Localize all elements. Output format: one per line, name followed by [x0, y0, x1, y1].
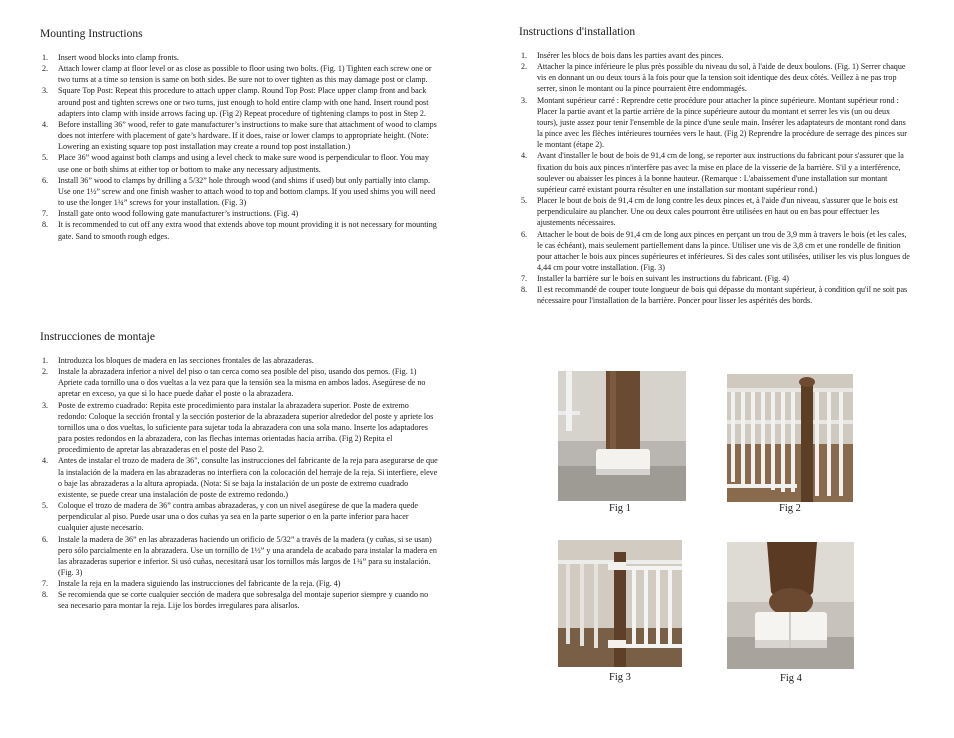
step-text: Antes de instalar el trozo de madera de 36", consulte las instrucciones del fabricante de la reja para asegurarse de que la instalación de la madera en las abrazaderas no interfiera con la colocación del herraje de la reja. Si interfiere, eleve o baje las abrazaderas a la altura apropiada. (Nota: Si se baja la instalación de un poste de extremo cuadrado existente, se puede crear una instalación de poste de extremo redondo.) — [58, 456, 438, 499]
step-number: 5. — [42, 501, 49, 511]
step-number: 7. — [42, 579, 49, 589]
step-number: 7. — [42, 209, 49, 219]
instruction-step — [40, 119, 438, 152]
step-text: Se recomienda que se corte cualquier sección de madera que sobresalga del montaje superior siempre y cuando no sea necesario para montar la reja. Lije los bordes irregulares para alisarlos. — [58, 590, 429, 611]
step-text: Poste de extremo cuadrado: Repita este procedimiento para instalar la abrazadera superior. Poste de extremo redondo: Coloque la sección frontal y la sección posterior de la abrazadera superior alrededor del poste y apriete los tornillos una o dos vueltas, lo suficiente para sujetar toda la abrazadera con una sola mano. Inserte los adaptadores para postes redondos en la abrazadera, con las flechas internas orientadas hacia arriba. (Fig 2) Repita el procedimiento de apretar las abrazaderas en el poste del Paso 2. — [58, 400, 434, 455]
step-text: Placer le bout de bois de 91,4 cm de long contre les deux pinces et, à l'aide d'un niveau, s'assurer que le bois est perpendiculaire au plancher. Une ou deux cales pourront être utilisées en haut ou en bas pour effectuer les ajustements nécessaires. — [537, 196, 898, 228]
step-number: 1. — [521, 51, 528, 60]
instruction-step — [40, 219, 438, 241]
step-text: Install gate onto wood following gate manufacturer’s instructions. (Fig. 4) — [58, 209, 299, 219]
instruction-step — [40, 85, 438, 118]
step-text: Instale la madera de 36” en las abrazaderas haciendo un orificio de 5/32” a través de la madera (y cuñas, si se usan) pero sólo parcialmente en la abrazadera. Use un tornillo de 1½” y una arandela de acabado para instalar la madera en las abrazaderas superior e inferior. Si usó cuñas, necesitará usar los tornillos más largos de 1¾” para su instalación. (Fig. 3) — [58, 534, 437, 577]
instruction-step — [519, 50, 911, 61]
step-number: 5. — [521, 196, 528, 206]
step-text: Attach lower clamp at floor level or as close as possible to floor using two bolts. (Fig. 1) Tighten each screw one or two turns at a time so tension is same on both sides. Be sure not to over tighten as this may damage post or clamp. — [58, 64, 432, 85]
instruction-step — [40, 534, 438, 579]
spanish-section-title: Instrucciones de montaje — [40, 331, 155, 343]
step-text: It is recommended to cut off any extra wood that extends above top mount providing it is not necessary for mounting gate. Sand to smooth rough edges. — [58, 220, 437, 241]
instruction-step — [519, 284, 911, 306]
step-number: 4. — [42, 456, 49, 466]
instruction-step — [40, 175, 438, 208]
step-text: Instale la reja en la madera siguiendo las instrucciones del fabricante de la reja. (Fig. 4) — [58, 579, 341, 589]
step-text: Il est recommandé de couper toute longueur de bois qui dépasse du montant supérieur, à condition qu'il ne soit pas nécessaire pour l'installation de la barrière. Poncer pour lisser les aspérités des bords. — [537, 285, 908, 306]
step-number: 6. — [521, 229, 528, 239]
fig-4-caption: Fig 4 — [780, 673, 802, 684]
instruction-step — [40, 500, 438, 533]
step-number: 6. — [42, 534, 49, 544]
step-number: 1. — [42, 53, 49, 62]
step-number: 6. — [42, 175, 49, 185]
step-text: Coloque el trozo de madera de 36” contra ambas abrazaderas, y con un nivel asegúrese de que la madera quede perpendicular al piso. Puede usar una o dos cuñas ya sea en la parte superior o en la parte inferior para hacer cualquier ajuste necesario. — [58, 501, 419, 533]
step-text: Introduzca los bloques de madera en las secciones frontales de las abrazaderas. — [58, 356, 314, 365]
fig-1-caption: Fig 1 — [609, 503, 631, 514]
step-number: 2. — [521, 62, 528, 72]
step-number: 8. — [42, 220, 49, 230]
step-text: Install 36” wood to clamps by drilling a 5/32” hole through wood (and shims if used) but only partially into clamp. Use one 1½” screw and one finish washer to attach wood to top and bottom clamps. If you used shims you will need to use the longer 1¾” screws for your installation. (Fig. 3) — [58, 175, 436, 208]
step-text: Insert wood blocks into clamp fronts. — [58, 53, 179, 62]
step-text: Attacher la pince inférieure le plus près possible du niveau du sol, à l'aide de deux boulons. (Fig. 1) Serrer chaque vis en donnant un ou deux tours à la fois pour que la tension soit identique des deux côtés. Veillez à ne pas trop serrer, sinon le montant ou la pince pourraient être endommagés. — [537, 62, 906, 94]
fig-3-caption: Fig 3 — [609, 672, 631, 683]
step-number: 2. — [42, 367, 49, 377]
fig-3-photo — [558, 540, 682, 667]
instruction-step — [40, 52, 438, 63]
instruction-step — [40, 152, 438, 174]
instruction-step — [40, 63, 438, 85]
instruction-step — [40, 578, 438, 589]
french-section-title: Instructions d'installation — [519, 26, 636, 38]
step-text: Before installing 36” wood, refer to gate manufacturer’s instructions to make sure that attachment of wood to clamps does not interfere with placement of gate’s hardware. If it does, raise or lower clamps to appropriate height. (Note: Lowering an existing square top post installation may create a round top post installation.) — [58, 119, 437, 152]
step-text: Installer la barrière sur le bois en suivant les instructions du fabricant. (Fig. 4) — [537, 274, 789, 284]
step-number: 4. — [42, 119, 49, 129]
step-number: 4. — [521, 151, 528, 161]
french-instructions-list — [519, 50, 911, 307]
step-number: 3. — [521, 95, 528, 105]
instruction-step — [40, 455, 438, 500]
fig-2-photo — [727, 374, 853, 502]
step-text: Instale la abrazadera inferior a nivel del piso o tan cerca como sea posible del piso, usando dos pernos. (Fig. 1) Apriete cada tornillo una o dos vueltas a la vez para que la tensión sea la misma en ambos lados. Asegúrese de no apretar en exceso, ya que si lo hace puede dañar el poste o la abrazadera. — [58, 367, 426, 399]
english-instructions-list — [40, 52, 438, 242]
step-number: 7. — [521, 274, 528, 284]
instruction-step — [519, 195, 911, 228]
instruction-step — [40, 589, 438, 611]
step-text: Square Top Post: Repeat this procedure to attach upper clamp. Round Top Post: Place upper clamp front and back around post and tighten screws one or two turns, just enough to hold entire clamp with one hand. Insert round post adapters into clamp with inside arrows facing up. (Fig 2) Repeat procedure of tightening clamps to post in Step 2. — [58, 86, 429, 118]
instruction-step — [519, 273, 911, 284]
step-number: 3. — [42, 86, 49, 96]
instruction-step — [40, 400, 438, 456]
instruction-step — [519, 229, 911, 274]
instruction-step — [40, 208, 438, 219]
instruction-step — [40, 355, 438, 366]
step-number: 1. — [42, 356, 49, 365]
step-number: 8. — [42, 590, 49, 600]
step-number: 8. — [521, 285, 528, 295]
fig-4-photo — [727, 542, 854, 669]
instruction-step — [519, 61, 911, 94]
step-text: Insérer les blocs de bois dans les parties avant des pinces. — [537, 51, 724, 60]
step-text: Attacher le bout de bois de 91,4 cm de long aux pinces en perçant un trou de 3,9 mm à travers le bois (et les cales, le cas échéant), mais seulement partiellement dans la pince. Utiliser une vis de 3,8 cm et une rondelle de finition pour attacher le bois aux pinces supérieures et inférieures. Si des cales sont utilisées, utiliser les vis plus longues de 4,44 cm pour votre installation. (Fig. 3) — [537, 229, 910, 272]
step-number: 5. — [42, 153, 49, 163]
fig-1-photo — [558, 371, 686, 501]
instruction-step — [519, 150, 911, 195]
step-number: 3. — [42, 400, 49, 410]
fig-2-caption: Fig 2 — [779, 503, 801, 514]
step-text: Place 36” wood against both clamps and using a level check to make sure wood is perpendicular to floor. You may use one or both shims at either top or bottom to make any necessary adjustments. — [58, 153, 429, 174]
instruction-step — [40, 366, 438, 399]
step-number: 2. — [42, 64, 49, 74]
spanish-instructions-list — [40, 355, 438, 612]
instruction-step — [519, 95, 911, 151]
step-text: Avant d'installer le bout de bois de 91,4 cm de long, se reporter aux instructions du fabricant pour s'assurer que la fixation du bois aux pinces n'interfère pas avec la mise en place de la visserie de la barrière. S'il y a interférence, soulever ou abaisser les pinces à la bonne hauteur. (Remarque : L'abaissement d'une installation sur montant supérieur carré existant pourra résulter en une installation sur montant supérieur rond.) — [537, 151, 904, 194]
step-text: Montant supérieur carré : Reprendre cette procédure pour attacher la pince supérieure. Montant supérieur rond : Placer la partie avant et la partie arrière de la pince supérieure autour du montant et serrer les vis (un ou deux tours), juste assez pour tenir l'ensemble de la pince d'une seule main. Insérer les adaptateurs de montant rond dans la pince avec les flèches intérieures tournées vers le haut. (Fig 2) Reprendre la procédure de serrage des pinces sur le montant (étape 2). — [537, 95, 907, 150]
english-section-title: Mounting Instructions — [40, 28, 143, 40]
